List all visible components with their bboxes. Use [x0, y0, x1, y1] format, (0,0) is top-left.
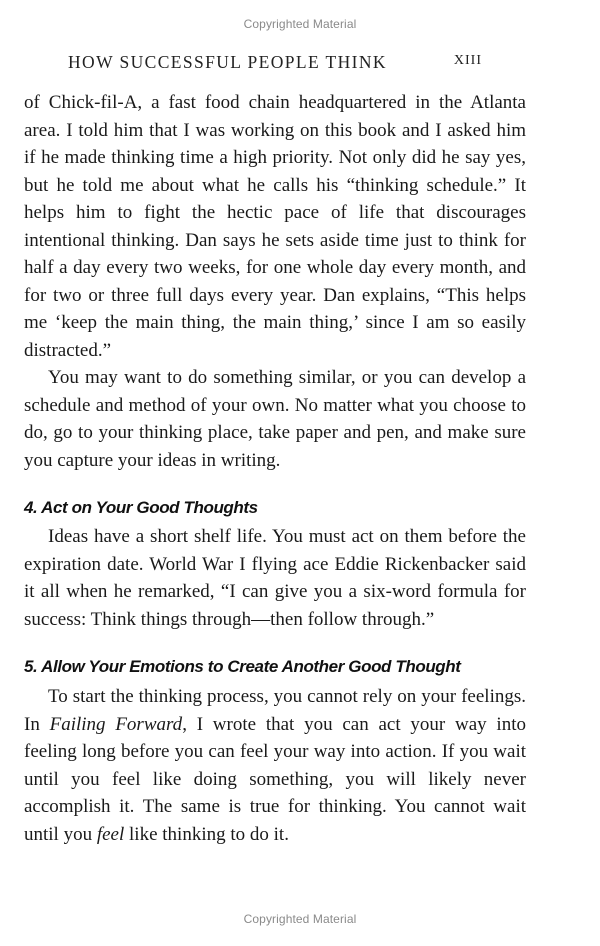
running-head-title: HOW SUCCESSFUL PEOPLE THINK [68, 52, 387, 72]
copyright-watermark-top: Copyrighted Material [243, 17, 357, 31]
page-number: XIII [453, 53, 482, 68]
copyright-watermark-bottom: Copyrighted Material [243, 912, 357, 926]
paragraph-text: To start the thinking process, you cannot rely on your feelings. In [24, 686, 526, 735]
emphasis-feel: feel [96, 823, 125, 845]
paragraph-text: like thinking to do it. [124, 823, 289, 845]
section-heading-emotions: 5. Allow Your Emotions to Create Another Good Thought [24, 657, 461, 676]
paragraph-schedule: You may want to do something similar, or you can develop a schedule and method of your own. No matter what you choose to do, go to your thinking place, take paper and pen, and make sure you capture your ideas in writing. [24, 367, 526, 471]
paragraph-thinking-process [24, 683, 526, 848]
paragraph-shelf-life: Ideas have a short shelf life. You must act on them before the expiration date. World War I flying ace Eddie Rickenbacker said it all when he remarked, “I can give you a six-word formula for success: Think things through—then follow through.” [24, 526, 526, 630]
page-body [24, 89, 526, 848]
book-title-failing-forward: Failing Forward [49, 713, 183, 735]
paragraph-dan-cathy: of Chick-fil-A, a fast food chain headquartered in the Atlanta area. I told him that I was working on this book and I asked him if he made thinking time a high priority. Not only did he say yes, but he told me about what he calls his “thinking schedule.” It helps him to fight the hectic pace of life that discourages intentional thinking. Dan says he sets aside time just to think for half a day every two weeks, for one whole day every month, and for two or three full days every year. Dan explains, “This helps me ‘keep the main thing, the main thing,’ since I am so easily distracted.” [24, 92, 526, 361]
running-head [68, 52, 482, 73]
section-heading-act-on-thoughts: 4. Act on Your Good Thoughts [24, 498, 258, 517]
paragraph-text: , I wrote that you can act your way into feeling long before you can feel your way into action. If you wait until you feel like doing something, you will likely never accomplish it. The same is true for thinking. You cannot wait until you [24, 713, 526, 845]
